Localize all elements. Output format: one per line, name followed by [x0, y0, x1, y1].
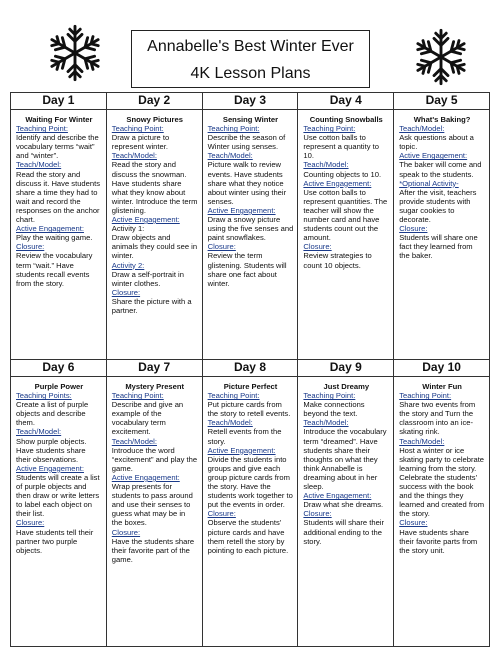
lesson-title: Winter Fun — [422, 382, 462, 391]
section-heading: Teaching Point: — [207, 391, 260, 401]
page-title: Annabelle's Best Winter Ever — [147, 38, 354, 55]
section-heading: Active Engagement: — [303, 491, 372, 501]
lesson-title: Waiting For Winter — [25, 115, 93, 124]
section-text: Divide the students into groups and give each group picture cards from the story. Have the students work together to put the events in order. — [207, 454, 293, 510]
section-text: Identify and describe the vocabulary terms “wait” and “winter”. — [16, 133, 99, 161]
section-heading: Teach/Model: — [303, 160, 349, 170]
lesson-title: Mystery Present — [125, 382, 185, 391]
section-text: The baker will come and speak to the students. — [399, 160, 482, 179]
section-heading: Closure: — [207, 242, 236, 252]
section-text: Review strategies to count 10 objects. — [303, 251, 372, 270]
section-text: Counting objects to 10. — [303, 169, 382, 179]
section-heading: Active Engagement: — [111, 215, 180, 225]
section-text: Review the term glistening. Students will share one fact about winter. — [207, 251, 287, 288]
day-header: Day 10 — [394, 360, 490, 377]
section-heading: Closure: — [16, 518, 45, 528]
section-heading: Closure: — [207, 509, 236, 519]
lesson-cell — [106, 377, 202, 647]
section-heading: Closure: — [111, 527, 141, 537]
section-text: Describe and give an example of the vocabulary term excitement. — [111, 400, 184, 437]
section-text: Make connections beyond the text. — [303, 400, 365, 419]
section-heading: Teach/Model: — [111, 436, 157, 446]
section-text: Draw a snowy picture using the five senses and paint snowflakes. — [207, 215, 294, 243]
section-heading: Active Engagement: — [16, 224, 84, 234]
snowflake-icon — [412, 28, 470, 86]
section-text: Use cotton balls to represent a quantity to 10. — [303, 133, 379, 161]
day-header: Day 7 — [106, 360, 202, 377]
section-heading: Activity 2: — [111, 260, 145, 270]
page-subtitle: 4K Lesson Plans — [190, 65, 311, 82]
day-header: Day 9 — [298, 360, 394, 377]
lesson-title: Purple Power — [34, 382, 84, 391]
section-heading: Teach/Model: — [207, 151, 253, 161]
section-heading: Teach/Model: — [111, 151, 157, 161]
section-text: Use cotton balls to represent quantities. The teacher will show the number card and have students count out the amount. — [303, 187, 388, 243]
lesson-title: Counting Snowballs — [309, 115, 383, 124]
section-text: Draw a self-portrait in winter clothes. — [111, 269, 184, 288]
section-text: Wrap presents for students to pass around and use their senses to guess what may be in the boxes. — [111, 482, 193, 528]
section-text: Create a list of purple objects and describe them. — [16, 400, 89, 428]
lesson-cell — [11, 110, 107, 360]
lesson-row — [11, 377, 490, 647]
day-header: Day 5 — [394, 93, 490, 110]
section-heading: Active Engagement: — [16, 463, 84, 473]
section-text: Have students tell their partner two purple objects. — [16, 527, 94, 555]
lesson-cell — [106, 110, 202, 360]
section-heading: *Optional Activity- — [399, 178, 459, 188]
section-heading: Teach/Model: — [16, 427, 62, 437]
section-heading: Closure: — [16, 242, 45, 252]
lesson-title: Just Dreamy — [323, 382, 370, 391]
day-header: Day 4 — [298, 93, 394, 110]
section-text: Put picture cards from the story to retell events. — [207, 400, 291, 419]
section-heading: Teach/Model: — [207, 418, 253, 428]
day-header-row — [11, 93, 490, 110]
section-text: Share the picture with a partner. — [111, 296, 192, 315]
lesson-cell — [202, 377, 298, 647]
section-text: After the visit, teachers provide students with sugar cookies to decorate. — [399, 187, 477, 225]
section-text: Review the vocabulary term “wait.” Have students recall events from the story. — [16, 251, 93, 288]
section-text: Share two events from the story and Turn the classroom into an ice-skating rink. — [399, 400, 476, 437]
section-text: Ask questions about a topic. — [399, 133, 474, 152]
section-heading: Closure: — [399, 518, 428, 528]
section-text: Have the students share their favorite part of the game. — [111, 536, 195, 564]
section-text: Have students share their favorite parts from the story unit. — [399, 527, 478, 555]
section-heading: Active Engagement: — [207, 445, 276, 455]
section-text: Students will create a list of purple objects and then draw or write letters to label each object on their list. — [16, 472, 100, 519]
section-heading: Teaching Point: — [303, 391, 356, 401]
section-heading: Active Engagement: — [303, 178, 372, 188]
section-heading: Teaching Points: — [16, 391, 72, 401]
lesson-cell — [202, 110, 298, 360]
section-heading: Teaching Point: — [303, 124, 356, 134]
day-header: Day 6 — [11, 360, 107, 377]
section-heading: Teaching Point: — [16, 124, 68, 134]
section-heading: Teaching Point: — [399, 391, 452, 401]
section-text: Host a winter or ice skating party to celebrate learning from the story. Celebrate the students' success with the book and the things they learned and created from the story. — [399, 445, 485, 519]
section-text: Observe the students' picture cards and have them retell the story by pointing to each picture. — [207, 518, 289, 555]
day-header: Day 2 — [106, 93, 202, 110]
lesson-title: What's Baking? — [413, 115, 471, 124]
section-heading: Closure: — [399, 224, 428, 234]
section-text: Show purple objects. Have students share their observations. — [16, 436, 87, 464]
section-text: Retell events from the story. — [207, 427, 282, 446]
section-heading: Teach/Model: — [399, 124, 445, 134]
section-heading: Teaching Point: — [111, 391, 164, 401]
section-text: Draw a picture to represent winter. — [111, 133, 170, 152]
title-box — [131, 30, 370, 88]
section-heading: Teaching Point: — [207, 124, 260, 134]
section-heading: Teaching Point: — [111, 124, 164, 134]
lesson-cell — [298, 377, 394, 647]
section-text: Read the story and discuss the snowman. Have students share what they know about winter. Introduce the term glistening. — [111, 160, 198, 215]
section-heading: Closure: — [111, 287, 141, 297]
section-text: Play the waiting game. — [16, 233, 93, 243]
lesson-title: Snowy Pictures — [126, 115, 183, 124]
section-heading: Teach/Model: — [303, 418, 349, 428]
page-header — [0, 0, 500, 92]
day-header: Day 3 — [202, 93, 298, 110]
lesson-title: Picture Perfect — [223, 382, 278, 391]
section-text: Students will share their additional ending to the story. — [303, 518, 385, 546]
section-text: Draw objects and animals they could see in winter. — [111, 233, 198, 261]
day-header: Day 1 — [11, 93, 107, 110]
section-heading: Teach/Model: — [399, 436, 445, 446]
lesson-cell — [298, 110, 394, 360]
lesson-cell — [394, 377, 490, 647]
section-text: Read the story and discuss it. Have students share a time they had to wait and record the responses on the anchor chart. — [16, 169, 100, 225]
day-header: Day 8 — [202, 360, 298, 377]
section-text: Introduce the vocabulary term “dreamed”. Have students share their thoughts on what they think Annabelle is dreaming about in her sleep. — [303, 427, 387, 492]
lesson-cell — [11, 377, 107, 647]
section-text: Draw what she dreams. — [303, 500, 384, 510]
section-heading: Closure: — [303, 242, 332, 252]
lesson-title: Sensing Winter — [222, 115, 279, 124]
lesson-cell — [394, 110, 490, 360]
lesson-row — [11, 110, 490, 360]
day-header-row — [11, 360, 490, 377]
section-heading: Active Engagement: — [399, 151, 468, 161]
section-heading: Teach/Model: — [16, 160, 62, 170]
snowflake-icon — [46, 24, 104, 82]
lesson-plan-table — [10, 92, 490, 647]
section-text: Students will share one fact they learned from the baker. — [399, 233, 478, 261]
section-heading: Active Engagement: — [111, 472, 180, 482]
section-text: Describe the season of Winter using senses. — [207, 133, 286, 152]
section-heading: Active Engagement: — [207, 205, 276, 215]
section-heading: Closure: — [303, 509, 332, 519]
section-text: Activity 1: — [111, 224, 145, 234]
section-text: Introduce the word “excitement” and play the game. — [111, 445, 198, 473]
section-text: Picture walk to review events. Have students share what they notice about winter using their senses. — [207, 160, 287, 206]
